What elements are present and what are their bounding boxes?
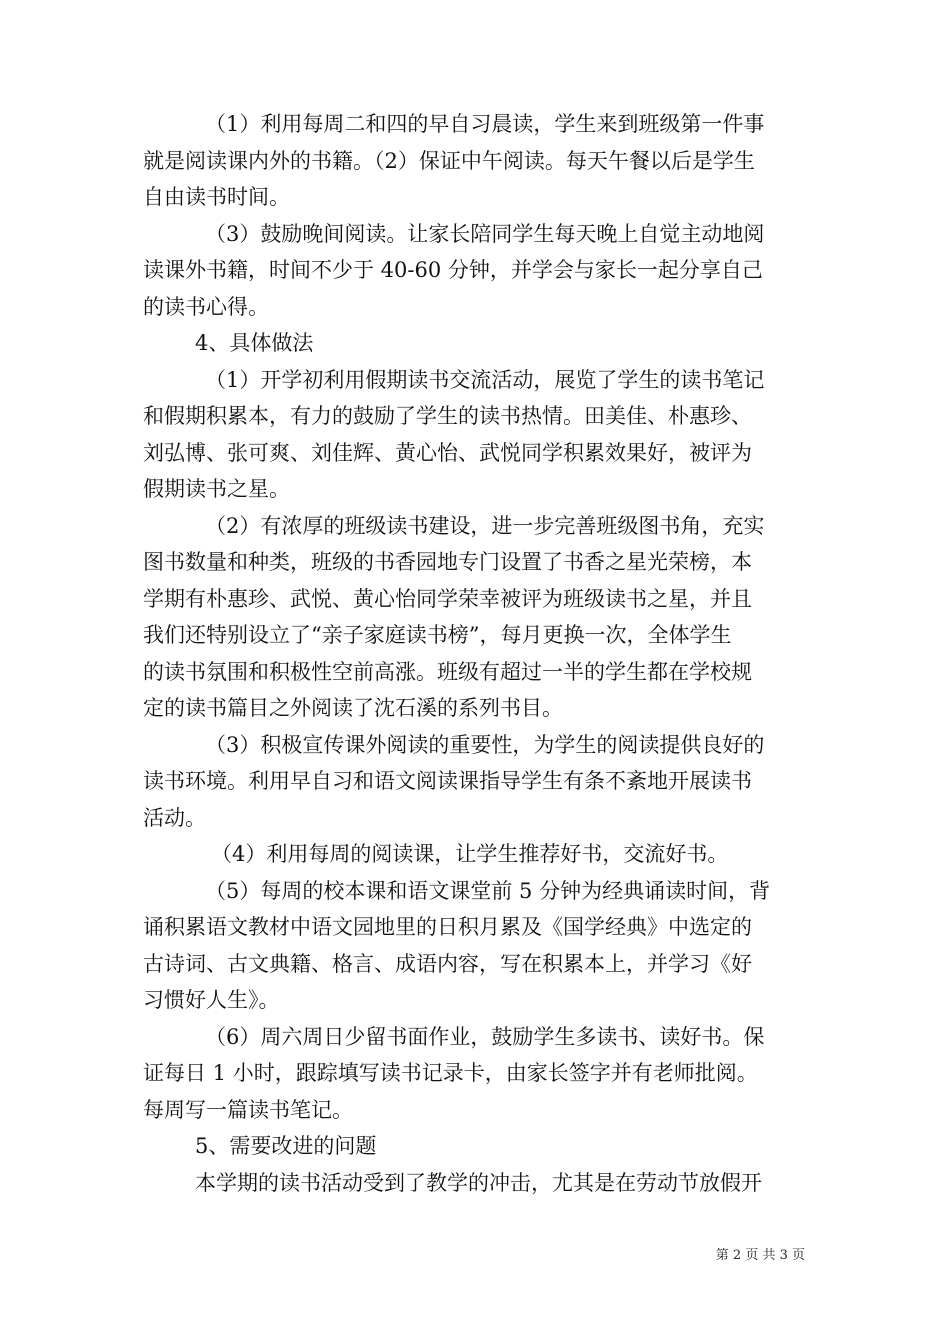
text-line: 的读书心得。 [143,294,269,319]
text-line: （3）积极宣传课外阅读的重要性，为学生的阅读提供良好的 [205,732,765,757]
page-number: 第 2 页 共 3 页 [715,1248,805,1263]
text-line: （1）开学初利用假期读书交流活动，展览了学生的读书笔记 [205,367,765,392]
text-line: （6）周六周日少留书面作业，鼓励学生多读书、读好书。保 [205,1024,765,1049]
document-body [143,106,813,1201]
text-line: （3）鼓励晚间阅读。让家长陪同学生每天晚上自觉主动地阅 [205,221,765,246]
text-line: 每周写一篇读书笔记。 [143,1097,353,1122]
text-line: 习惯好人生》。 [143,988,280,1012]
text-line: 古诗词、古文典籍、格言、成语内容，写在积累本上，并学习《好 [143,951,752,976]
text-line: 读书环境。利用早自习和语文阅读课指导学生有条不紊地开展读书 [143,769,752,793]
text-line: 定的读书篇目之外阅读了沈石溪的系列书目。 [143,696,563,720]
text-line: 活动。 [143,805,206,830]
text-line: （1）利用每周二和四的早自习晨读，学生来到班级第一件事 [205,112,765,136]
text-line: （2）有浓厚的班级读书建设，进一步完善班级图书角，充实 [205,513,765,538]
text-line: 图书数量和种类，班级的书香园地专门设置了书香之星光荣榜，本 [143,550,752,574]
text-line: 假期读书之星。 [143,477,290,501]
text-line: 和假期积累本，有力的鼓励了学生的读书热情。田美佳、朴惠珍、 [143,404,752,428]
text-line: 就是阅读课内外的书籍。（2）保证中午阅读。每天午餐以后是学生 [143,148,755,173]
text-line: 4、具体做法 [195,331,314,355]
text-line: 我们还特别设立了“亲子家庭读书榜”，每月更换一次，全体学生 [143,623,732,647]
text-line: （5）每周的校本课和语文课堂前 5 分钟为经典诵读时间，背 [205,878,771,903]
text-line: 证每日 1 小时，跟踪填写读书记录卡，由家长签字并有老师批阅。 [143,1061,758,1085]
text-line: 学期有朴惠珍、武悦、黄心怡同学荣幸被评为班级读书之星，并且 [143,586,752,611]
text-line: 5、需要改进的问题 [195,1134,377,1158]
text-line: 读课外书籍，时间不少于 40-60 分钟，并学会与家长一起分享自己 [143,258,763,282]
text-line: 刘弘博、张可爽、刘佳辉、黄心怡、武悦同学积累效果好，被评为 [143,440,752,465]
text-line: 的读书氛围和积极性空前高涨。班级有超过一半的学生都在学校规 [143,659,752,684]
text-line: 自由读书时间。 [143,185,290,209]
text-line: 本学期的读书活动受到了教学的冲击，尤其是在劳动节放假开 [195,1170,762,1195]
text-line: 诵积累语文教材中语文园地里的日积月累及《国学经典》中选定的 [143,915,752,939]
text-line: （4）利用每周的阅读课，让学生推荐好书，交流好书。 [211,842,729,866]
